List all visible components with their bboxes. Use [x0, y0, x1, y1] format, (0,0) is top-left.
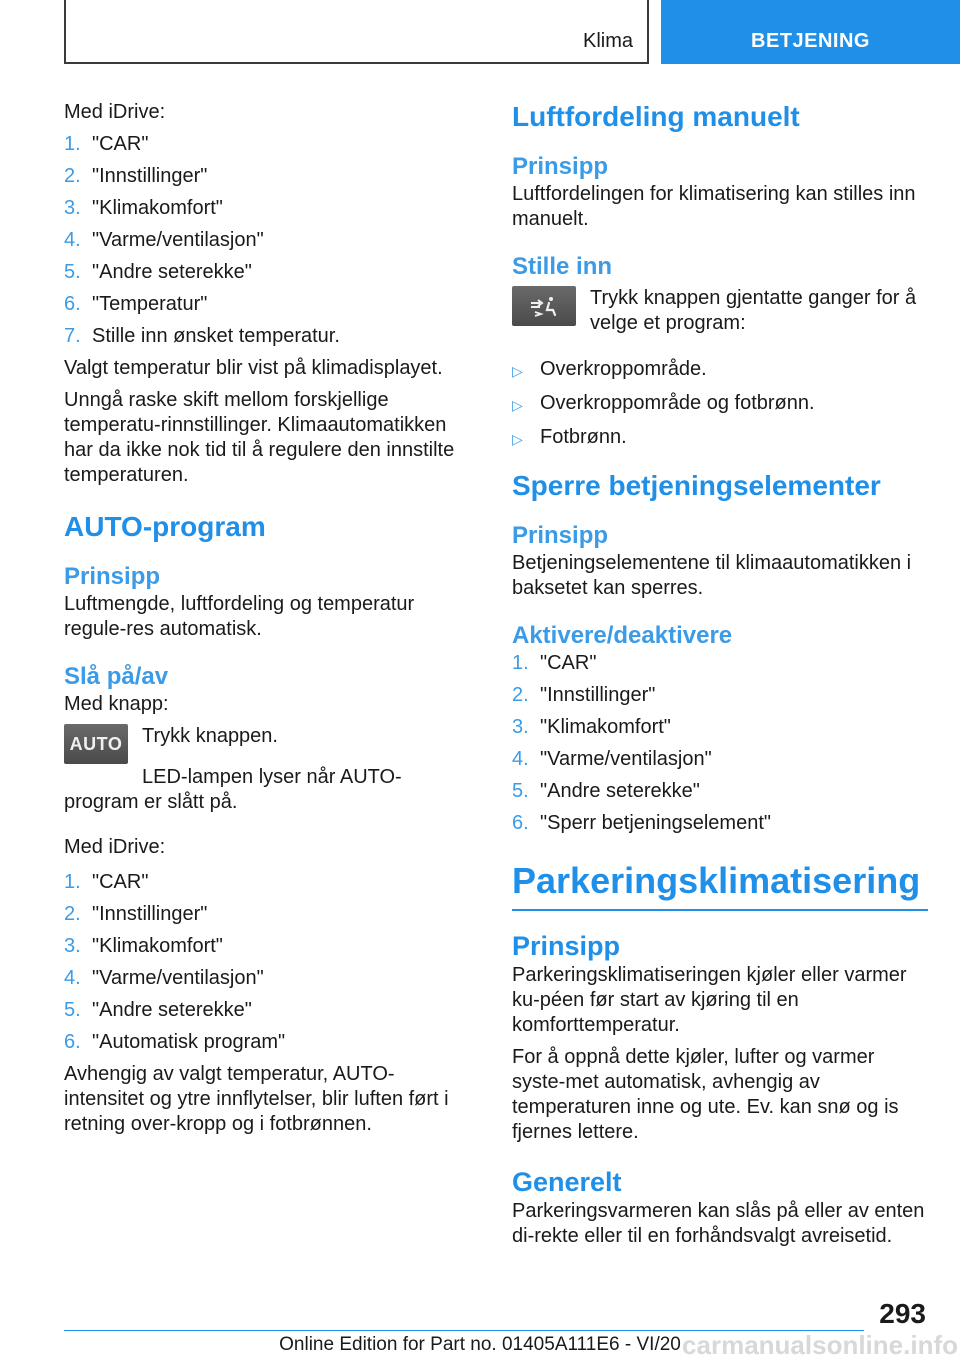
park-climate-heading: Parkeringsklimatisering [512, 859, 928, 911]
temperature-step [64, 132, 474, 157]
auto-button-icon-label: AUTO [69, 733, 123, 754]
manual-prinsipp-heading: Prinsipp [512, 153, 609, 180]
step-text: "Temperatur" [92, 293, 208, 315]
temperature-step [64, 228, 474, 253]
step-number: 1. [512, 652, 529, 674]
triangle-bullet-icon: ▷ [512, 397, 523, 413]
avoid-quick-change-text: Unngå raske skift mellom forskjellige temperatu-rinnstillinger. Klimaautomatikken har da ikke nok tid til å regulere den innstilte temperaturen. [64, 389, 455, 486]
step-number: 4. [64, 967, 81, 989]
led-text: LED-lampen lyser når AUTO-program er slått på. [64, 766, 402, 813]
auto-button-icon [64, 724, 128, 764]
step-text: "Innstillinger" [92, 903, 208, 925]
program-item [512, 425, 928, 452]
step-number: 7. [64, 325, 81, 347]
step-text: "Andre seterekke" [540, 780, 700, 802]
step-number: 3. [64, 197, 81, 219]
press-button-text: Trykk knappen. [142, 725, 278, 747]
depends-text: Avhengig av valgt temperatur, AUTO-intensitet og ytre innflytelser, blir luften ført i retning over-kropp og i fotbrønnen. [64, 1063, 449, 1135]
general-text: Parkeringsvarmeren kan slås på eller av enten di-rekte eller til en forhåndsvalgt avreisetid. [512, 1200, 925, 1247]
step-number: 3. [64, 935, 81, 957]
auto-step [64, 966, 474, 991]
triangle-bullet-icon: ▷ [512, 431, 523, 447]
auto-step [64, 934, 474, 959]
press-repeat-text: Trykk knappen gjentatte ganger for å velge et program: [590, 287, 917, 334]
general-heading: Generelt [512, 1167, 622, 1197]
activate-heading: Aktivere/deaktivere [512, 622, 733, 649]
step-text: "Varme/ventilasjon" [92, 967, 264, 989]
header-section-box [64, 0, 649, 64]
steps-list-lock [512, 651, 928, 836]
idrive-label-2: Med iDrive: [64, 836, 166, 858]
left-column [64, 100, 474, 1144]
park-prinsipp-heading: Prinsipp [512, 931, 621, 961]
air-distribution-icon [512, 286, 576, 326]
footer-edition: Online Edition for Part no. 01405A111E6 - VI/20 [279, 1334, 681, 1355]
lock-step [512, 747, 928, 772]
auto-program-heading: AUTO-program [64, 511, 266, 542]
step-text: "CAR" [92, 871, 149, 893]
idrive-label: Med iDrive: [64, 101, 166, 123]
set-heading: Stille inn [512, 253, 613, 280]
on-off-heading: Slå på/av [64, 663, 169, 690]
step-text: "Klimakomfort" [92, 935, 223, 957]
auto-step [64, 870, 474, 895]
step-text: "Innstillinger" [540, 684, 656, 706]
step-text: "Varme/ventilasjon" [540, 748, 712, 770]
step-number: 1. [64, 133, 81, 155]
step-number: 1. [64, 871, 81, 893]
manual-principle-text: Luftfordelingen for klimatisering kan stilles inn manuelt. [512, 183, 916, 230]
lock-step [512, 651, 928, 676]
auto-principle-text: Luftmengde, luftfordeling og temperatur regule-res automatisk. [64, 593, 415, 640]
lock-step [512, 811, 928, 836]
auto-step [64, 902, 474, 927]
auto-prinsipp-heading: Prinsipp [64, 563, 161, 590]
step-text: "Andre seterekke" [92, 999, 252, 1021]
temperature-step [64, 260, 474, 285]
step-text: "Varme/ventilasjon" [92, 229, 264, 251]
step-text: "Innstillinger" [92, 165, 208, 187]
steps-list-auto [64, 870, 474, 1055]
watermark: carmanualsonline.info [682, 1330, 958, 1360]
lock-step [512, 683, 928, 708]
step-number: 6. [512, 812, 529, 834]
program-text: Fotbrønn. [540, 426, 627, 448]
park-principle-text: Parkeringsklimatiseringen kjøler eller varmer ku-péen før start av kjøring til en komforttemperatur. [512, 964, 907, 1036]
program-item [512, 391, 928, 418]
step-text: "CAR" [92, 133, 149, 155]
park-function-text: For å oppnå dette kjøler, lufter og varmer syste-met automatisk, avhengig av temperaturen inne og ute. Ev. kan snø og is fjernes lettere. [512, 1046, 899, 1143]
step-number: 2. [512, 684, 529, 706]
step-text: "Klimakomfort" [540, 716, 671, 738]
manual-distribution-heading: Luftfordeling manuelt [512, 101, 800, 132]
with-button-label: Med knapp: [64, 693, 169, 715]
auto-button-block [64, 724, 474, 764]
header-chapter-tab[interactable] [661, 0, 960, 64]
lock-step [512, 715, 928, 740]
step-number: 5. [64, 999, 81, 1021]
step-text: "Andre seterekke" [92, 261, 252, 283]
right-column [512, 100, 928, 1256]
air-distribution-glyph [527, 294, 561, 318]
step-number: 2. [64, 903, 81, 925]
steps-list-temperature [64, 132, 474, 349]
page-number: 293 [879, 1298, 926, 1329]
lock-controls-heading: Sperre betjeningselementer [512, 470, 881, 501]
temperature-step [64, 196, 474, 221]
lock-principle-text: Betjeningselementene til klimaautomatikken i baksetet kan sperres. [512, 552, 912, 599]
step-number: 6. [64, 1031, 81, 1053]
step-number: 6. [64, 293, 81, 315]
temperature-step [64, 292, 474, 317]
step-number: 3. [512, 716, 529, 738]
header-chapter-title: BETJENING [751, 30, 870, 52]
step-text: "Klimakomfort" [92, 197, 223, 219]
triangle-bullet-icon: ▷ [512, 363, 523, 379]
step-number: 5. [64, 261, 81, 283]
program-item [512, 357, 928, 384]
program-text: Overkroppområde. [540, 358, 707, 380]
auto-step [64, 998, 474, 1023]
step-number: 2. [64, 165, 81, 187]
program-list [512, 357, 928, 452]
lock-prinsipp-heading: Prinsipp [512, 522, 609, 549]
step-number: 4. [64, 229, 81, 251]
temperature-step [64, 164, 474, 189]
step-text: "Sperr betjeningselement" [540, 812, 771, 834]
step-number: 5. [512, 780, 529, 802]
air-distribution-button-block [512, 286, 928, 343]
step-text: "CAR" [540, 652, 597, 674]
temperature-display-text: Valgt temperatur blir vist på klimadisplayet. [64, 357, 443, 379]
header-section-title: Klima [582, 30, 633, 52]
step-text: "Automatisk program" [92, 1031, 286, 1053]
step-number: 4. [512, 748, 529, 770]
auto-step [64, 1030, 474, 1055]
step-text: Stille inn ønsket temperatur. [92, 325, 340, 347]
program-text: Overkroppområde og fotbrønn. [540, 392, 815, 414]
lock-step [512, 779, 928, 804]
temperature-step [64, 324, 474, 349]
